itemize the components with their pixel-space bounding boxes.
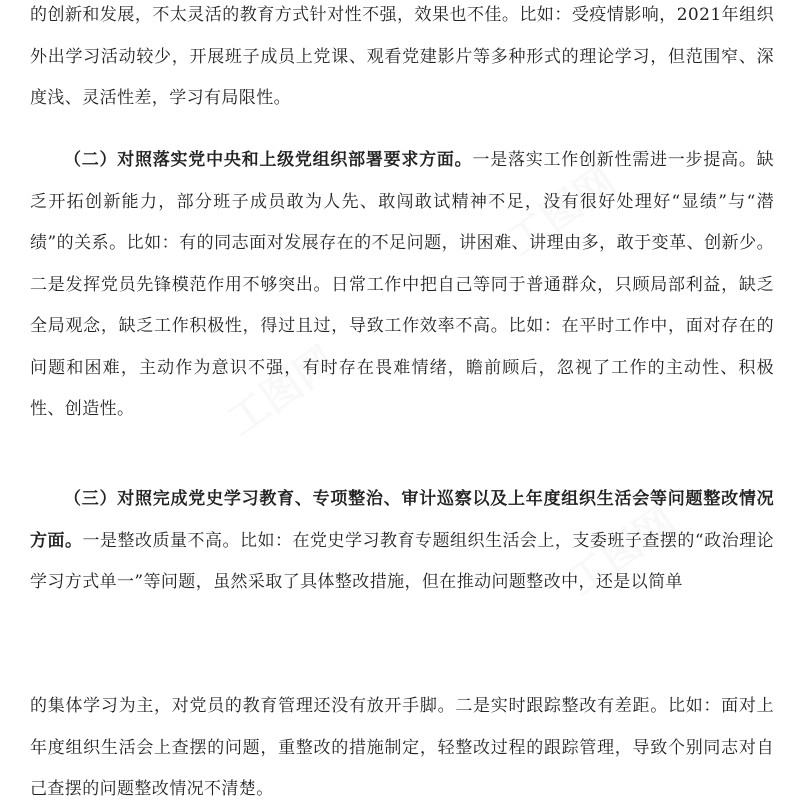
paragraph-1: 的创新和发展，不太灵活的教育方式针对性不强，效果也不佳。比如：受疫情影响，2021年组织外出学习活动较少，开展班子成员上党课、观看党建影片等多种形式的理论学习，但范围窄、深度浅、灵活性差，学习有局限性。 — [30, 5, 774, 108]
watermark: 工图网 — [499, 158, 625, 265]
paragraph-3 — [30, 479, 774, 604]
paragraph-2 — [30, 140, 774, 431]
section-heading-2: （二）对照落实党中央和上级党组织部署要求方面。 — [64, 150, 473, 170]
paragraph-2-body: 一是落实工作创新性需进一步提高。缺乏开拓创新能力，部分班子成员敢为人先、敢闯敢试精神不足，没有很好处理好“显绩”与“潜绩”的关系。比如：有的同志面对发展存在的不足问题，讲困难、讲理由多，敢于变革、创新少。二是发挥党员先锋模范作用不够突出。日常工作中把自己等同于普通群众，只顾局部利益，缺乏全局观念，缺乏工作积极性，得过且过，导致工作效率不高。比如：在平时工作中，面对存在的问题和困难，主动作为意识不强，有时存在畏难情绪，瞻前顾后，忽视了工作的主动性、积极性、创造性。 — [30, 150, 774, 419]
section-heading-3: （三）对照完成党史学习教育、专项整治、审计巡察以及上年度组织生活会等问题整改情况方面。 — [30, 489, 774, 551]
paragraph-3-body: 一是整改质量不高。比如：在党史学习教育专题组织生活会上，支委班子查摆的“政治理论学习方式单一”等问题，虽然采取了具体整改措施，但在推动问题整改中，还是以简单 — [30, 530, 774, 592]
paragraph-4: 的集体学习为主，对党员的教育管理还没有放开手脚。二是实时跟踪整改有差距。比如：面对上年度组织生活会上查摆的问题，重整改的措施制定，轻整改过程的跟踪管理，导致个别同志对自己查摆的问题整改情况不清楚。 — [30, 696, 774, 799]
watermark: 工图网 — [219, 338, 345, 445]
watermark: 工图网 — [559, 498, 685, 605]
